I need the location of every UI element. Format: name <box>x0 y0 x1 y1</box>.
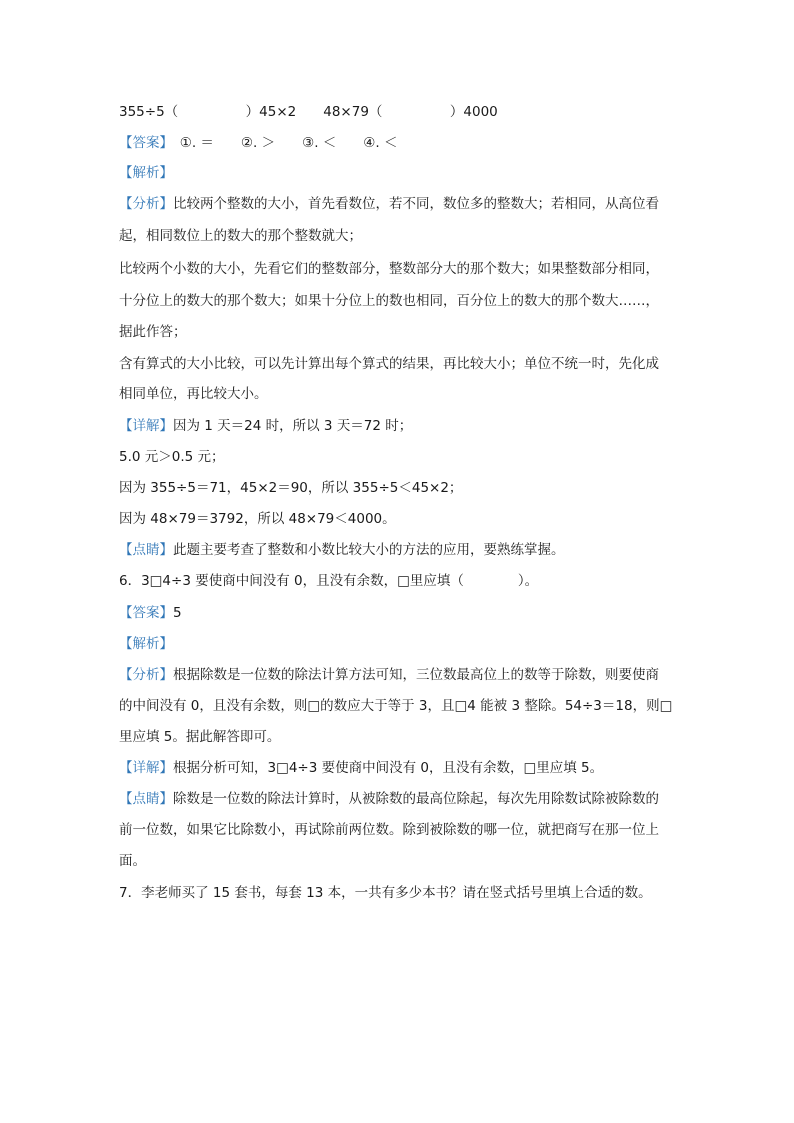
line-text: 5.0 元＞0.5 元； <box>119 449 225 465</box>
text-line <box>119 820 659 840</box>
line-text: 5 <box>173 605 182 621</box>
line-text: 因为 48×79＝3792，所以 48×79＜4000。 <box>119 511 396 527</box>
line-text: 因为 355÷5＝71，45×2＝90，所以 355÷5＜45×2； <box>119 480 463 496</box>
section-label: 【点睛】 <box>119 791 173 807</box>
section-label: 【解析】 <box>119 636 173 652</box>
line-text: 起，相同数位上的数大的那个整数就大； <box>119 228 362 244</box>
line-text: 因为 1 天＝24 时，所以 3 天＝72 时； <box>173 418 413 434</box>
section-label: 【分析】 <box>119 667 173 683</box>
text-line <box>119 883 652 903</box>
text-line <box>119 102 498 122</box>
text-line <box>119 322 187 342</box>
line-text: ①. ＝ ②. ＞ ③. ＜ ④. ＜ <box>166 135 398 151</box>
text-line <box>119 571 538 591</box>
text-line <box>119 758 603 778</box>
line-text: 相同单位，再比较大小。 <box>119 386 268 402</box>
section-label: 【分析】 <box>119 196 173 212</box>
text-line <box>119 447 225 467</box>
line-text: 6．3□4÷3 要使商中间没有 0，且没有余数，□里应填（ ）。 <box>119 573 539 589</box>
text-line <box>119 478 462 498</box>
text-line <box>119 789 659 809</box>
text-line <box>119 226 362 246</box>
line-text: 据此作答； <box>119 324 187 340</box>
section-label: 【详解】 <box>119 418 173 434</box>
line-text: 面。 <box>119 853 146 869</box>
text-line <box>119 540 565 560</box>
text-line <box>119 259 659 279</box>
text-line <box>119 133 398 153</box>
section-label: 【详解】 <box>119 760 173 776</box>
text-line <box>119 354 659 374</box>
section-label: 【答案】 <box>119 605 173 621</box>
line-text: 7．李老师买了 15 套书，每套 13 本，一共有多少本书？请在竖式括号里填上合适的数。 <box>119 885 652 901</box>
line-text: 此题主要考查了整数和小数比较大小的方法的应用，要熟练掌握。 <box>173 542 565 558</box>
text-line <box>119 291 659 311</box>
line-text: 比较两个小数的大小，先看它们的整数部分，整数部分大的那个数大；如果整数部分相同， <box>119 261 659 277</box>
line-text: 前一位数，如果它比除数小，再试除前两位数。除到被除数的哪一位，就把商写在那一位上 <box>119 822 659 838</box>
text-line <box>119 851 146 871</box>
text-line <box>119 603 182 623</box>
line-text: 的中间没有 0，且没有余数，则□的数应大于等于 3，且□4 能被 3 整除。54÷3＝18，则□ <box>119 698 673 714</box>
text-line <box>119 163 173 183</box>
text-line <box>119 416 412 436</box>
text-line <box>119 634 173 654</box>
text-line <box>119 665 659 685</box>
text-line <box>119 509 396 529</box>
line-text: 比较两个整数的大小，首先看数位，若不同，数位多的整数大；若相同，从高位看 <box>173 196 659 212</box>
text-line <box>119 384 268 404</box>
text-line <box>119 194 659 214</box>
line-text: 十分位上的数大的那个数大；如果十分位上的数也相同，百分位上的数大的那个数大……， <box>119 293 659 309</box>
line-text: 355÷5（ ）45×2 48×79（ ）4000 <box>119 104 498 120</box>
section-label: 【解析】 <box>119 165 173 181</box>
text-line <box>119 696 672 716</box>
line-text: 里应填 5。据此解答即可。 <box>119 729 281 745</box>
section-label: 【点睛】 <box>119 542 173 558</box>
text-line <box>119 727 280 747</box>
line-text: 根据除数是一位数的除法计算方法可知，三位数最高位上的数等于除数，则要使商 <box>173 667 659 683</box>
section-label: 【答案】 <box>119 135 167 151</box>
line-text: 含有算式的大小比较，可以先计算出每个算式的结果，再比较大小；单位不统一时，先化成 <box>119 356 659 372</box>
line-text: 根据分析可知，3□4÷3 要使商中间没有 0，且没有余数，□里应填 5。 <box>173 760 604 776</box>
line-text: 除数是一位数的除法计算时，从被除数的最高位除起，每次先用除数试除被除数的 <box>173 791 659 807</box>
